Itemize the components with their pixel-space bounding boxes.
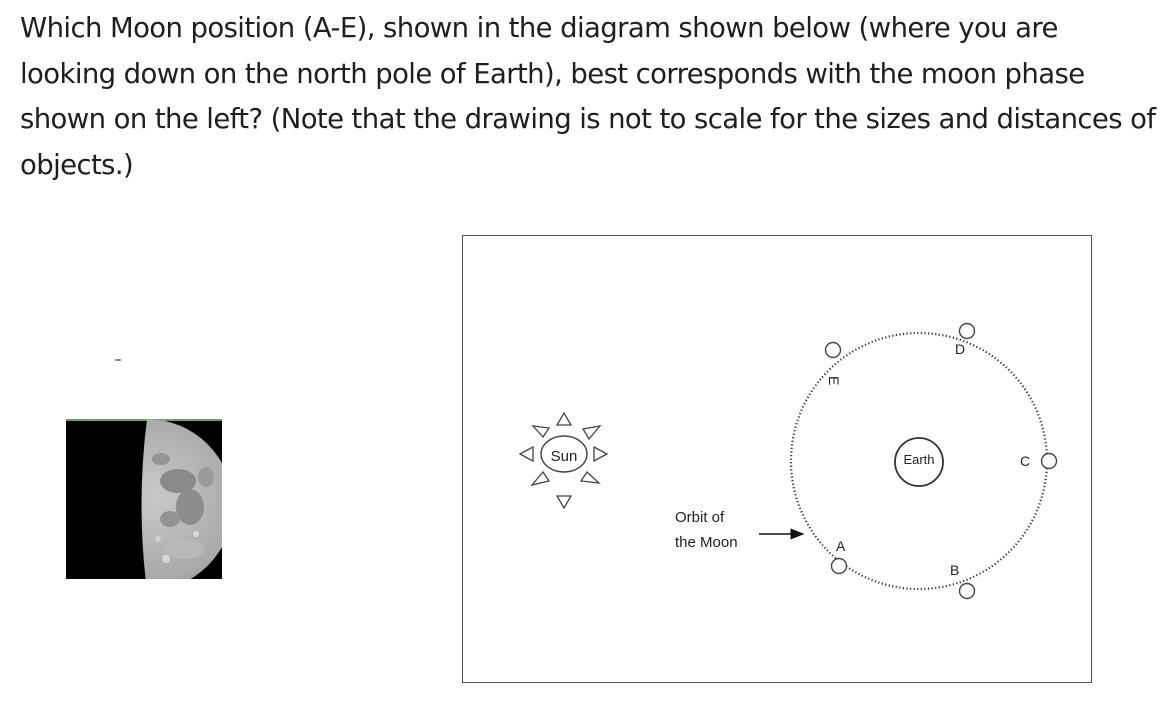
ray-bottom-left-icon: [532, 472, 549, 485]
ray-left-icon: [520, 447, 533, 461]
moon-position-c: [1042, 454, 1057, 469]
orbit-diagram: [462, 235, 1092, 683]
first-quarter-moon-icon: [66, 419, 222, 579]
ray-top-icon: [557, 413, 571, 425]
moon-position-d: [960, 324, 975, 339]
earth-label: Earth: [903, 452, 935, 467]
moon-position-a: [832, 559, 847, 574]
moon-position-b: [960, 584, 975, 599]
image-artifact: [115, 359, 121, 361]
orbit-label-line1: Orbit of: [675, 509, 725, 526]
orbit-label-line2: the Moon: [675, 534, 738, 551]
ray-bottom-icon: [557, 496, 571, 508]
ray-top-right-icon: [583, 426, 600, 439]
sun-label: Sun: [550, 448, 578, 465]
question-text: Which Moon position (A-E), shown in the diagram shown below (where you are looking down on the north pole of Earth), best corresponds with the moon phase shown on the left? (Note that the drawing is not to scale for the sizes and distances of objects.): [20, 12, 1156, 181]
position-label-a: A: [836, 538, 846, 554]
position-label-c: C: [1020, 453, 1031, 469]
position-label-d: D: [955, 341, 966, 357]
position-label-e: E: [826, 376, 842, 386]
moon-position-e: [826, 343, 841, 358]
ray-right-icon: [594, 447, 607, 461]
moon-phase-image: [66, 419, 222, 579]
ray-bottom-right-icon: [581, 472, 599, 483]
position-label-b: B: [950, 562, 960, 578]
sun: [520, 413, 607, 508]
ray-top-left-icon: [533, 426, 549, 437]
